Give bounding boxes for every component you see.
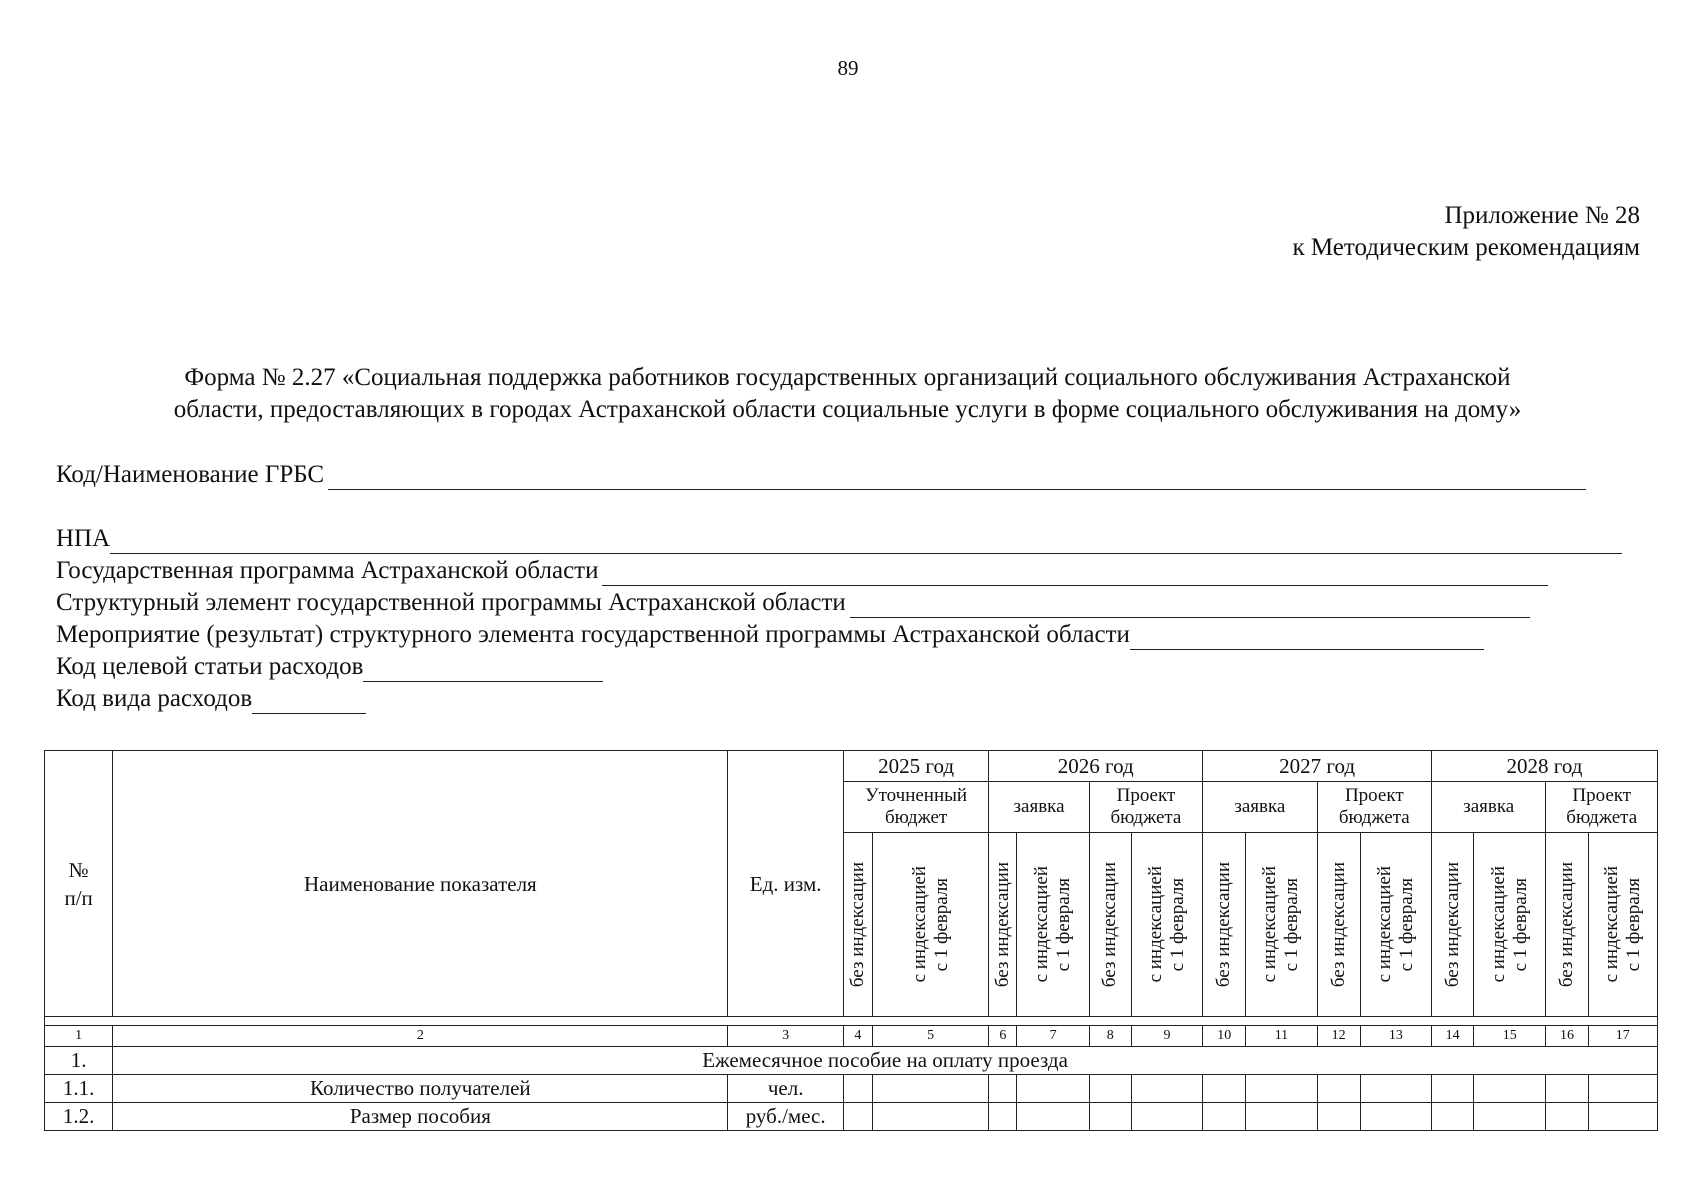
field-program	[56, 556, 1548, 586]
column-number: 1	[45, 1026, 113, 1047]
row-name: Количество получателей	[113, 1075, 728, 1103]
value-cell[interactable]	[1432, 1075, 1474, 1103]
value-cell[interactable]	[1317, 1075, 1360, 1103]
field-target-code-label: Код целевой статьи расходов	[56, 653, 364, 680]
column-number: 5	[872, 1026, 988, 1047]
field-structural-input-line[interactable]	[850, 595, 1530, 618]
header-no-index: без индексации	[1317, 833, 1360, 1017]
value-cell[interactable]	[1131, 1103, 1202, 1131]
field-grbs	[56, 460, 1586, 490]
value-cell[interactable]	[1474, 1075, 1546, 1103]
value-cell[interactable]	[1089, 1075, 1131, 1103]
field-event-label: Мероприятие (результат) структурного элемента государственной программы Астраханской области	[56, 621, 1130, 648]
field-npa	[56, 524, 1622, 554]
value-cell[interactable]	[1017, 1103, 1089, 1131]
value-cell[interactable]	[843, 1075, 872, 1103]
header-no-index: без индексации	[843, 833, 872, 1017]
value-cell[interactable]	[872, 1103, 988, 1131]
column-number: 7	[1017, 1026, 1089, 1047]
value-cell[interactable]	[1089, 1103, 1131, 1131]
column-number: 17	[1588, 1026, 1657, 1047]
value-cell[interactable]	[1360, 1103, 1431, 1131]
field-expense-code-label: Код вида расходов	[56, 685, 253, 712]
form-title-line-1: Форма № 2.27 «Социальная поддержка работников государственных организаций социального обслуживания Астраханской	[184, 364, 1511, 391]
value-cell[interactable]	[1246, 1103, 1317, 1131]
header-year-2028: 2028 год	[1432, 751, 1658, 782]
value-cell[interactable]	[1588, 1103, 1657, 1131]
header-2028-request: заявка	[1432, 782, 1546, 833]
field-grbs-input-line[interactable]	[328, 467, 1586, 490]
value-cell[interactable]	[989, 1103, 1017, 1131]
header-unit: Ед. изм.	[728, 751, 843, 1017]
header-2026-project: Проект бюджета	[1089, 782, 1202, 833]
header-indicator-name: Наименование показателя	[113, 751, 728, 1017]
column-number: 11	[1246, 1026, 1317, 1047]
row-number: 1.2.	[45, 1103, 113, 1131]
header-2027-request: заявка	[1203, 782, 1317, 833]
column-number-row	[45, 1026, 1658, 1047]
header-with-index: с индексацией с 1 февраля	[1588, 833, 1657, 1017]
value-cell[interactable]	[843, 1103, 872, 1131]
page-number: 89	[837, 56, 859, 80]
row-number: 1.	[45, 1047, 113, 1075]
header-with-index: с индексацией с 1 февраля	[1474, 833, 1546, 1017]
header-with-index: с индексацией с 1 февраля	[1360, 833, 1431, 1017]
column-number: 4	[843, 1026, 872, 1047]
field-event	[56, 620, 1484, 650]
column-number: 13	[1360, 1026, 1431, 1047]
header-no-index: без индексации	[1203, 833, 1246, 1017]
header-2027-project: Проект бюджета	[1317, 782, 1431, 833]
column-number: 6	[989, 1026, 1017, 1047]
value-cell[interactable]	[1203, 1075, 1246, 1103]
appendix-header	[1292, 200, 1640, 264]
appendix-line-1: Приложение № 28	[1444, 202, 1640, 229]
table-gap	[45, 1017, 1658, 1026]
value-cell[interactable]	[1360, 1075, 1431, 1103]
header-no-index: без индексации	[1432, 833, 1474, 1017]
value-cell[interactable]	[1017, 1075, 1089, 1103]
header-with-index: с индексацией с 1 февраля	[1017, 833, 1089, 1017]
header-2026-request: заявка	[989, 782, 1089, 833]
header-with-index: с индексацией с 1 февраля	[872, 833, 988, 1017]
header-year-2027: 2027 год	[1203, 751, 1432, 782]
row-section-title: Ежемесячное пособие на оплату проезда	[113, 1047, 1658, 1075]
table-row	[45, 1075, 1658, 1103]
value-cell[interactable]	[1246, 1075, 1317, 1103]
column-number: 9	[1131, 1026, 1202, 1047]
value-cell[interactable]	[1546, 1075, 1588, 1103]
header-2028-project: Проект бюджета	[1546, 782, 1658, 833]
field-structural-label: Структурный элемент государственной программы Астраханской области	[56, 589, 846, 616]
value-cell[interactable]	[1432, 1103, 1474, 1131]
field-program-input-line[interactable]	[602, 563, 1548, 586]
value-cell[interactable]	[989, 1075, 1017, 1103]
table-row	[45, 1047, 1658, 1075]
field-expense-code	[56, 684, 366, 714]
header-number: № п/п	[45, 751, 113, 1017]
header-year-2026: 2026 год	[989, 751, 1203, 782]
value-cell[interactable]	[1588, 1075, 1657, 1103]
value-cell[interactable]	[1317, 1103, 1360, 1131]
column-number: 15	[1474, 1026, 1546, 1047]
field-npa-label: НПА	[56, 525, 111, 552]
header-with-index: с индексацией с 1 февраля	[1131, 833, 1202, 1017]
value-cell[interactable]	[872, 1075, 988, 1103]
field-grbs-label: Код/Наименование ГРБС	[56, 461, 325, 488]
field-expense-code-input-line[interactable]	[252, 691, 366, 714]
indicators-table	[44, 750, 1658, 1131]
column-number: 2	[113, 1026, 728, 1047]
header-no-index: без индексации	[989, 833, 1017, 1017]
field-target-code	[56, 652, 603, 682]
header-with-index: с индексацией с 1 февраля	[1246, 833, 1317, 1017]
value-cell[interactable]	[1546, 1103, 1588, 1131]
form-title-line-2: области, предоставляющих в городах Астраханской области социальные услуги в форме социального обслуживания на дому»	[173, 396, 1522, 423]
column-number: 12	[1317, 1026, 1360, 1047]
value-cell[interactable]	[1474, 1103, 1546, 1131]
column-number: 8	[1089, 1026, 1131, 1047]
value-cell[interactable]	[1203, 1103, 1246, 1131]
row-unit: руб./мес.	[728, 1103, 843, 1131]
header-year-2025: 2025 год	[843, 751, 989, 782]
header-2025-budget: Уточненный бюджет	[843, 782, 989, 833]
field-target-code-input-line[interactable]	[363, 659, 603, 682]
field-program-label: Государственная программа Астраханской области	[56, 557, 599, 584]
field-structural	[56, 588, 1530, 618]
header-no-index: без индексации	[1089, 833, 1131, 1017]
table-row	[45, 1103, 1658, 1131]
column-number: 16	[1546, 1026, 1588, 1047]
row-unit: чел.	[728, 1075, 843, 1103]
header-no-index: без индексации	[1546, 833, 1588, 1017]
row-number: 1.1.	[45, 1075, 113, 1103]
column-number: 10	[1203, 1026, 1246, 1047]
field-npa-input-line[interactable]	[110, 531, 1622, 554]
field-event-input-line[interactable]	[1130, 627, 1484, 650]
row-name: Размер пособия	[113, 1103, 728, 1131]
appendix-line-2: к Методическим рекомендациям	[1292, 234, 1640, 261]
value-cell[interactable]	[1131, 1075, 1202, 1103]
column-number: 14	[1432, 1026, 1474, 1047]
form-title	[60, 362, 1635, 426]
column-number: 3	[728, 1026, 843, 1047]
